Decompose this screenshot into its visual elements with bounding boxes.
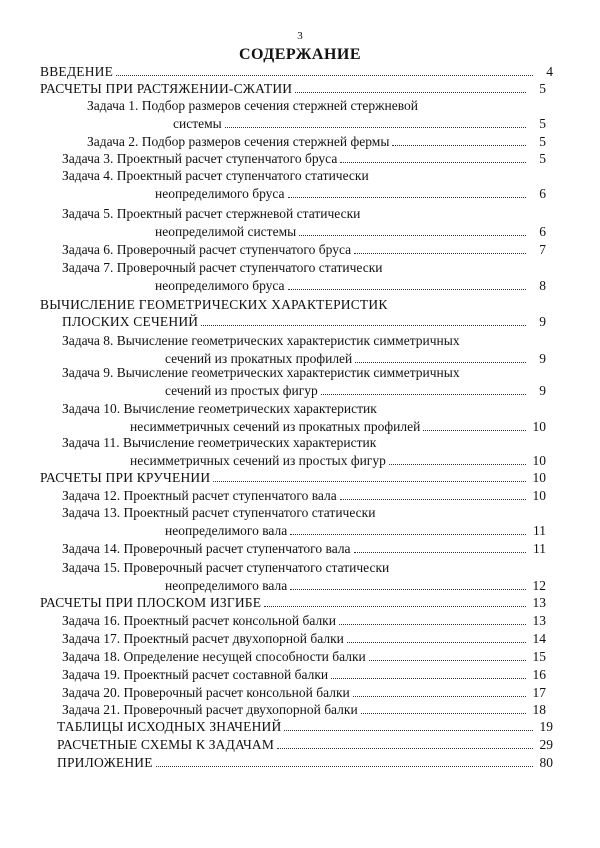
toc-entry-task-2 bbox=[87, 134, 546, 150]
toc-entry-line1: Задача 15. Проверочный расчет ступенчатого статически bbox=[62, 560, 390, 575]
leader-dots bbox=[288, 289, 526, 290]
toc-page-number: 80 bbox=[539, 755, 553, 770]
toc-page-number: 10 bbox=[532, 453, 546, 468]
toc-entry-line1: Задача 7. Проверочный расчет ступенчатого статически bbox=[62, 260, 383, 275]
toc-page-number: 6 bbox=[539, 224, 546, 239]
toc-entry-section-schemes bbox=[57, 737, 553, 753]
toc-entry-label: Задача 3. Проектный расчет ступенчатого бруса bbox=[62, 151, 338, 166]
toc-entry-task-11 bbox=[130, 453, 546, 469]
toc-entry-label: Задача 12. Проектный расчет ступенчатого вала bbox=[62, 488, 337, 503]
toc-page-number: 18 bbox=[532, 702, 546, 717]
toc-entry-label: Задача 21. Проверочный расчет двухопорной балки bbox=[62, 702, 358, 717]
toc-page-number: 6 bbox=[539, 186, 546, 201]
leader-dots bbox=[353, 696, 526, 697]
toc-entry-task-14 bbox=[62, 541, 546, 557]
leader-dots bbox=[369, 660, 526, 661]
toc-entry-label: Задача 20. Проверочный расчет консольной балки bbox=[62, 685, 350, 700]
toc-page-number: 5 bbox=[539, 151, 546, 166]
toc-page-number: 4 bbox=[546, 64, 553, 79]
toc-entry-line1: Задача 11. Вычисление геометрических характеристик bbox=[62, 435, 377, 450]
leader-dots bbox=[116, 75, 533, 76]
toc-entry-label: сечений из прокатных профилей bbox=[165, 351, 353, 366]
toc-entry-task-13 bbox=[165, 523, 546, 539]
toc-page-number: 8 bbox=[539, 278, 546, 293]
leader-dots bbox=[284, 730, 533, 731]
leader-dots bbox=[355, 362, 526, 363]
leader-dots bbox=[290, 589, 526, 590]
toc-entry-task-16 bbox=[62, 613, 546, 629]
toc-entry-line1: Задача 5. Проектный расчет стержневой статически bbox=[62, 206, 361, 221]
toc-entry-label: РАСЧЕТЫ ПРИ ПЛОСКОМ ИЗГИБЕ bbox=[40, 595, 262, 610]
toc-entry-label: сечений из простых фигур bbox=[165, 383, 318, 398]
toc-entry-task-21 bbox=[62, 702, 546, 718]
leader-dots bbox=[321, 394, 526, 395]
toc-entry-label: Задача 18. Определение несущей способности балки bbox=[62, 649, 366, 664]
leader-dots bbox=[225, 127, 526, 128]
toc-entry-task-15 bbox=[165, 578, 546, 594]
toc-entry-task-1 bbox=[173, 116, 546, 132]
toc-entry-label: Задача 2. Подбор размеров сечения стержней фермы bbox=[87, 134, 390, 149]
toc-entry-label: ПРИЛОЖЕНИЕ bbox=[57, 755, 153, 770]
toc-entry-label: ВВЕДЕНИЕ bbox=[40, 64, 114, 79]
leader-dots bbox=[213, 481, 526, 482]
toc-entry-label: неопределимого вала bbox=[165, 578, 288, 593]
toc-entry-line1: Задача 9. Вычисление геометрических характеристик симметричных bbox=[62, 365, 460, 380]
leader-dots bbox=[340, 499, 526, 500]
toc-page-number: 9 bbox=[539, 383, 546, 398]
leader-dots bbox=[339, 624, 526, 625]
toc-page-number: 13 bbox=[532, 613, 546, 628]
toc-entry-line1: Задача 8. Вычисление геометрических характеристик симметричных bbox=[62, 333, 460, 348]
toc-entry-label: РАСЧЕТНЫЕ СХЕМЫ К ЗАДАЧАМ bbox=[57, 737, 275, 752]
toc-entry-task-17 bbox=[62, 631, 546, 647]
toc-entry-task-10 bbox=[130, 419, 546, 435]
leader-dots bbox=[392, 145, 526, 146]
leader-dots bbox=[277, 748, 533, 749]
toc-page-number: 13 bbox=[532, 595, 546, 610]
toc-entry-label: Задача 16. Проектный расчет консольной балки bbox=[62, 613, 336, 628]
leader-dots bbox=[288, 197, 526, 198]
toc-entry-section-geometry bbox=[62, 314, 546, 330]
toc-page-number: 9 bbox=[539, 314, 546, 329]
leader-dots bbox=[389, 464, 526, 465]
toc-page-number: 10 bbox=[532, 470, 546, 485]
toc-entry-line1: Задача 1. Подбор размеров сечения стержней стержневой bbox=[87, 98, 418, 113]
toc-entry-label: неопределимого бруса bbox=[155, 186, 285, 201]
toc-entry-task-7 bbox=[155, 278, 546, 294]
toc-entry-task-5 bbox=[155, 224, 546, 240]
toc-entry-introduction bbox=[40, 64, 553, 80]
toc-page-number: 11 bbox=[533, 541, 546, 556]
toc-entry-task-18 bbox=[62, 649, 546, 665]
toc-page-number: 9 bbox=[539, 351, 546, 366]
toc-entry-task-19 bbox=[62, 667, 546, 683]
toc-page-number: 19 bbox=[539, 719, 553, 734]
page-title: СОДЕРЖАНИЕ bbox=[238, 46, 362, 63]
toc-entry-task-4 bbox=[155, 186, 546, 202]
toc-entry-section-tables bbox=[57, 719, 553, 735]
toc-page-number: 12 bbox=[532, 578, 546, 593]
leader-dots bbox=[156, 766, 533, 767]
toc-page-number: 10 bbox=[532, 488, 546, 503]
toc-page-number: 16 bbox=[532, 667, 546, 682]
leader-dots bbox=[347, 642, 526, 643]
leader-dots bbox=[361, 713, 526, 714]
toc-page-number: 5 bbox=[539, 134, 546, 149]
toc-entry-line1: Задача 10. Вычисление геометрических характеристик bbox=[62, 401, 377, 416]
leader-dots bbox=[423, 430, 526, 431]
toc-page-number: 14 bbox=[532, 631, 546, 646]
toc-entry-task-3 bbox=[62, 151, 546, 167]
toc-entry-label: несимметричных сечений из простых фигур bbox=[130, 453, 386, 468]
toc-entry-label: Задача 14. Проверочный расчет ступенчатого вала bbox=[62, 541, 351, 556]
toc-entry-task-6 bbox=[62, 242, 546, 258]
toc-entry-label: неопределимого бруса bbox=[155, 278, 285, 293]
leader-dots bbox=[290, 534, 526, 535]
leader-dots bbox=[331, 678, 526, 679]
toc-entry-label: ТАБЛИЦЫ ИСХОДНЫХ ЗНАЧЕНИЙ bbox=[57, 719, 282, 734]
toc-entry-label: Задача 19. Проектный расчет составной балки bbox=[62, 667, 329, 682]
leader-dots bbox=[354, 253, 526, 254]
toc-page-number: 7 bbox=[539, 242, 546, 257]
leader-dots bbox=[295, 92, 526, 93]
toc-page-number: 15 bbox=[532, 649, 546, 664]
leader-dots bbox=[354, 552, 526, 553]
toc-entry-line1: Задача 13. Проектный расчет ступенчатого статически bbox=[62, 505, 376, 520]
toc-entry-task-9 bbox=[165, 383, 546, 399]
toc-entry-label: неопределимой системы bbox=[155, 224, 297, 239]
toc-page-number: 10 bbox=[532, 419, 546, 434]
toc-page-number: 11 bbox=[533, 523, 546, 538]
toc-entry-label: ПЛОСКИХ СЕЧЕНИЙ bbox=[62, 314, 199, 329]
toc-entry-label: Задача 17. Проектный расчет двухопорной балки bbox=[62, 631, 344, 646]
leader-dots bbox=[340, 162, 526, 163]
toc-entry-label: Задача 6. Проверочный расчет ступенчатого бруса bbox=[62, 242, 352, 257]
toc-entry-label: РАСЧЕТЫ ПРИ КРУЧЕНИИ bbox=[40, 470, 211, 485]
toc-entry-section-bending bbox=[40, 595, 546, 611]
toc-entry-label: РАСЧЕТЫ ПРИ РАСТЯЖЕНИИ-СЖАТИИ bbox=[40, 81, 293, 96]
toc-page-number: 29 bbox=[539, 737, 553, 752]
toc-entry-label: неопределимого вала bbox=[165, 523, 288, 538]
toc-entry-section-torsion bbox=[40, 470, 546, 486]
toc-page-number: 5 bbox=[539, 81, 546, 96]
toc-entry-task-12 bbox=[62, 488, 546, 504]
toc-entry-line1: ВЫЧИСЛЕНИЕ ГЕОМЕТРИЧЕСКИХ ХАРАКТЕРИСТИК bbox=[40, 297, 388, 312]
toc-entry-line1: Задача 4. Проектный расчет ступенчатого статически bbox=[62, 168, 369, 183]
toc-entry-section-appendix bbox=[57, 755, 553, 771]
leader-dots bbox=[299, 235, 526, 236]
toc-entry-label: несимметричных сечений из прокатных профилей bbox=[130, 419, 421, 434]
toc-page-number: 5 bbox=[539, 116, 546, 131]
page-number: 3 bbox=[297, 30, 303, 42]
toc-entry-task-20 bbox=[62, 685, 546, 701]
toc-entry-label: системы bbox=[173, 116, 222, 131]
leader-dots bbox=[264, 606, 526, 607]
toc-page-number: 17 bbox=[532, 685, 546, 700]
leader-dots bbox=[201, 325, 526, 326]
toc-entry-section-tension bbox=[40, 81, 546, 97]
